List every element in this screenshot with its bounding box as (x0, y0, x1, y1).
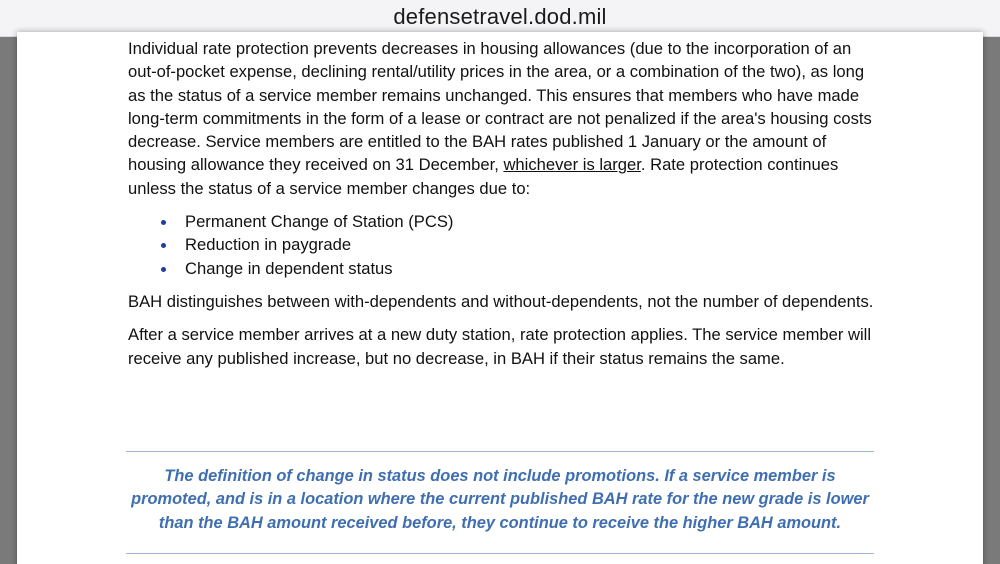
paragraph-dependents: BAH distinguishes between with-dependents and without-dependents, not the number of dependents. (128, 291, 874, 311)
list-item (161, 210, 878, 233)
document-page (17, 32, 983, 564)
note-text: The definition of change in status does not include promotions. If a service member is promoted, and is in a location where the current published BAH rate for the new grade is lower than the BAH amount received before, they continue to receive the higher BAH amount. (131, 467, 869, 532)
underlined-phrase: whichever is larger (503, 155, 641, 175)
bullet-icon (161, 243, 166, 248)
status-change-list (128, 210, 878, 280)
bullet-icon (161, 220, 166, 225)
paragraph-new-duty-station: After a service member arrives at a new duty station, rate protection applies. The service member will receive any published increase, but no decrease, in BAH if their status remains the same. (128, 325, 872, 368)
paragraph-rate-protection (128, 37, 878, 200)
bullet-icon (161, 267, 166, 272)
list-item-text: Change in dependent status (185, 258, 393, 278)
document-content (128, 37, 878, 370)
list-item (161, 233, 878, 256)
url-text[interactable]: defensetravel.dod.mil (393, 4, 607, 29)
list-item (161, 257, 878, 280)
list-item-text: Permanent Change of Station (PCS) (185, 212, 454, 232)
paragraph-text-end: . Rate protection continues unless the status of a service member changes due to: (128, 155, 839, 198)
note-box (126, 451, 874, 554)
paragraph-text: Individual rate protection prevents decreases in housing allowances (due to the incorporation of an out-of-pocket expense, declining rental/utility prices in the area, or a combination of the two), as long as the status of a service member remains unchanged. This ensures that members who have made long-term commitments in the form of a lease or contract are not penalized if the area's housing costs decrease. Service members are entitled to the BAH rates published 1 January or the amount of housing allowance they received on 31 December, (128, 39, 872, 175)
list-item-text: Reduction in paygrade (185, 235, 352, 255)
